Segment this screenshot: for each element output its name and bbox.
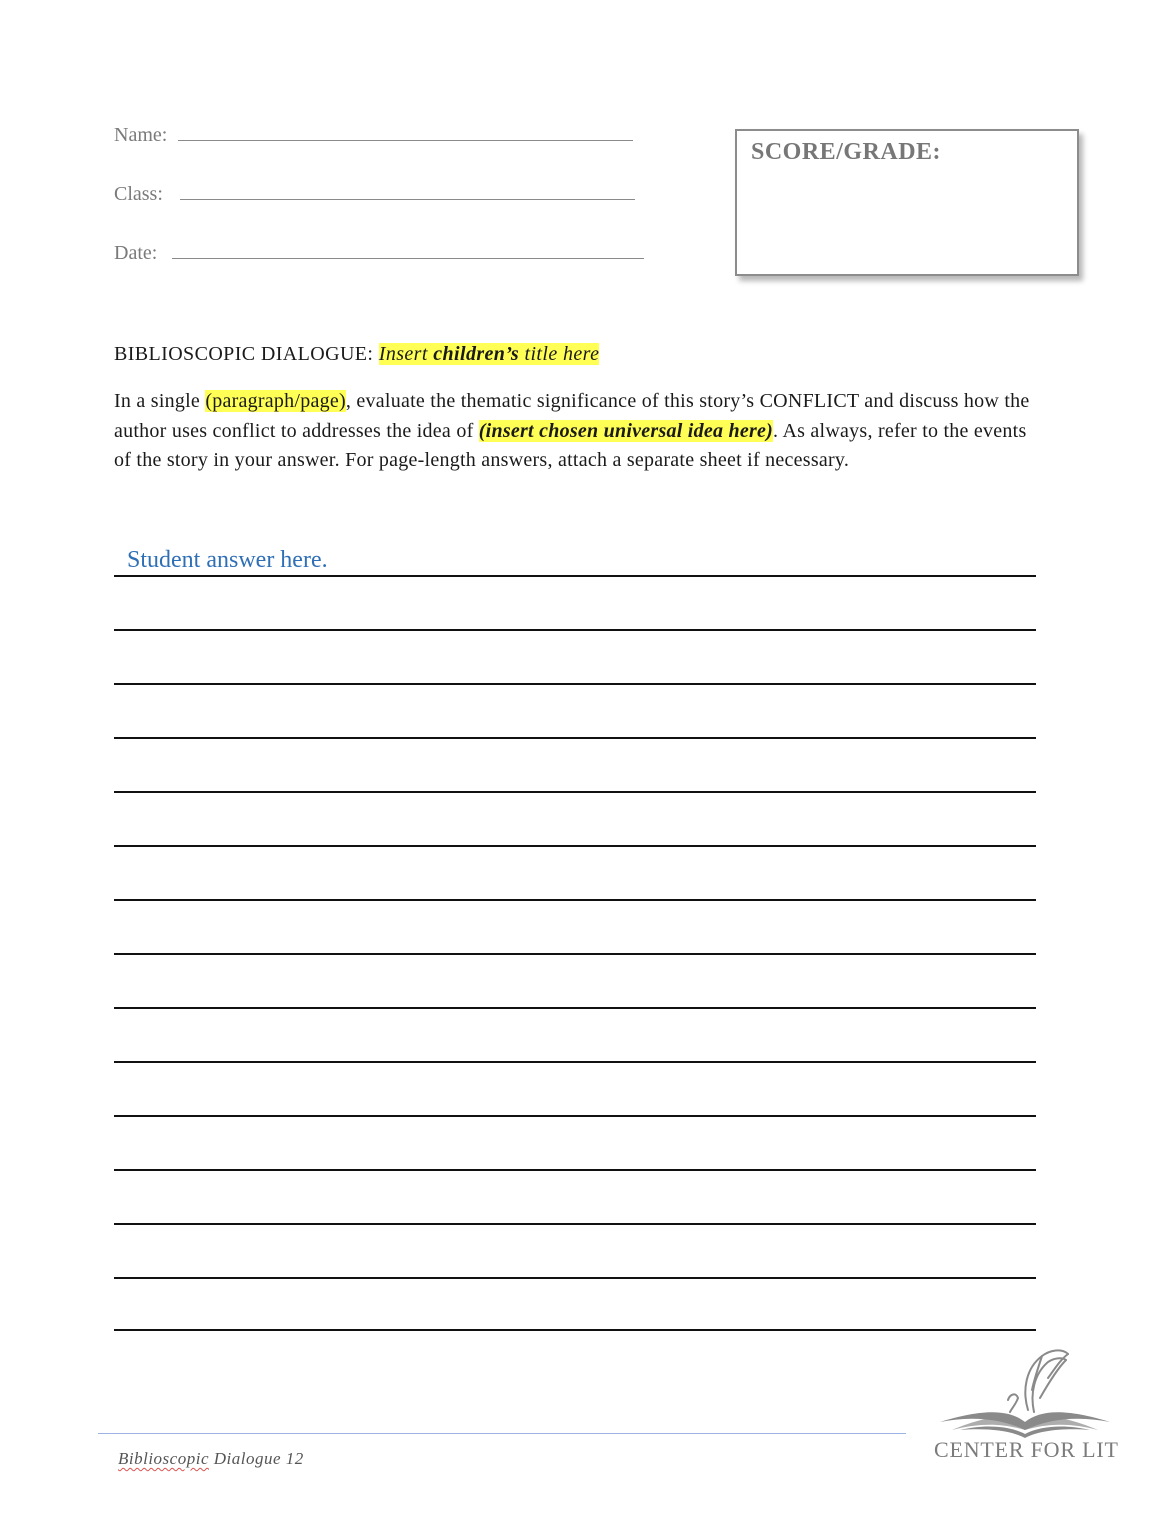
- title-placeholder: [379, 343, 600, 365]
- answer-line[interactable]: [114, 629, 1036, 631]
- answer-line[interactable]: [114, 1277, 1036, 1279]
- class-label: Class:: [114, 183, 163, 205]
- prompt-text: In a single: [114, 390, 206, 412]
- name-field[interactable]: [114, 124, 633, 147]
- center-for-lit-logo-text: CENTER FOR LIT: [934, 1437, 1119, 1462]
- answer-line[interactable]: [114, 1061, 1036, 1063]
- date-field[interactable]: [114, 242, 644, 265]
- class-input-line[interactable]: [180, 185, 635, 200]
- assignment-prompt: [114, 387, 1044, 476]
- title-placeholder-bold: children’s: [433, 343, 520, 365]
- answer-line[interactable]: [114, 791, 1036, 793]
- heading-prefix: BIBLIOSCOPIC DIALOGUE:: [114, 343, 379, 365]
- answer-line[interactable]: [114, 953, 1036, 955]
- footer-word-spellcheck: Biblioscopic: [118, 1449, 209, 1468]
- answer-line[interactable]: [114, 845, 1036, 847]
- class-field[interactable]: [114, 183, 635, 206]
- title-placeholder-part: title here: [519, 343, 600, 365]
- score-grade-box: [735, 129, 1079, 276]
- score-grade-label: SCORE/GRADE:: [751, 139, 942, 165]
- name-label: Name:: [114, 124, 168, 146]
- answer-line[interactable]: [114, 899, 1036, 901]
- prompt-text: , evaluate the thematic significance of this story’s CONFLICT and discuss how the author uses conflict to addresses the idea of: [114, 390, 1030, 442]
- answer-line[interactable]: [114, 737, 1036, 739]
- answer-line[interactable]: [114, 1115, 1036, 1117]
- date-input-line[interactable]: [172, 244, 644, 259]
- title-placeholder-part: Insert: [378, 343, 434, 365]
- assignment-heading: [114, 343, 599, 366]
- name-input-line[interactable]: [178, 126, 633, 141]
- answer-line[interactable]: [114, 1007, 1036, 1009]
- footer-page-label: [118, 1449, 304, 1469]
- length-option-highlight: (paragraph/page): [205, 390, 346, 412]
- answer-line[interactable]: [114, 683, 1036, 685]
- date-label: Date:: [114, 242, 158, 264]
- answer-line[interactable]: [114, 575, 1036, 577]
- student-answer-text[interactable]: Student answer here.: [127, 547, 328, 573]
- footer-page-number: Dialogue 12: [208, 1449, 304, 1468]
- prompt-text: . As always, refer to the events of the story in your answer. For page-length answers, attach a separate sheet if necessary.: [114, 419, 1027, 471]
- footer-divider: [98, 1433, 906, 1434]
- answer-line[interactable]: [114, 1223, 1036, 1225]
- answer-line[interactable]: [114, 1329, 1036, 1331]
- answer-line[interactable]: [114, 1169, 1036, 1171]
- universal-idea-highlight: (insert chosen universal idea here): [478, 419, 774, 442]
